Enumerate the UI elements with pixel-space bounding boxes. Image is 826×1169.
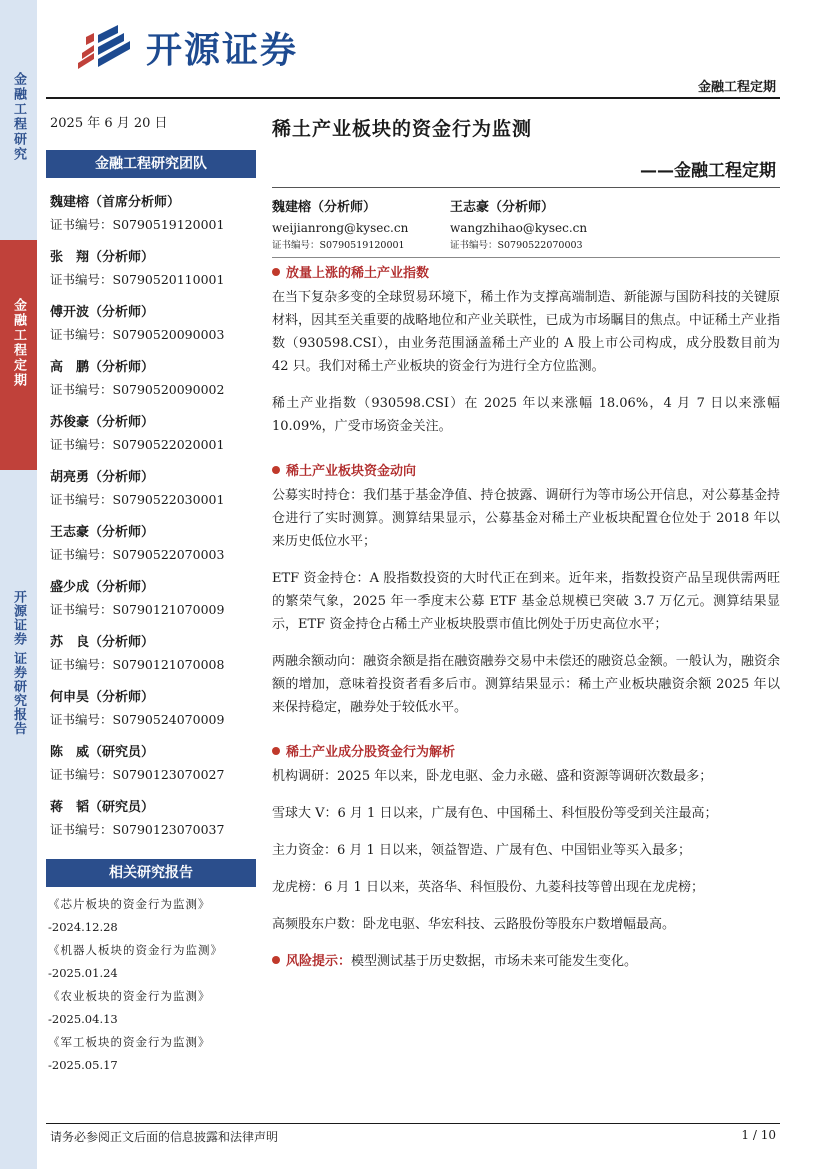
- header-divider: [46, 97, 780, 99]
- analyst-item: [50, 632, 260, 687]
- section-heading: [272, 741, 780, 765]
- analyst-cert: 证书编号：S0790520090003: [50, 327, 225, 342]
- paragraph: 龙虎榜：6 月 1 日以来，英洛华、科恒股份、九菱科技等曾出现在龙虎榜；: [272, 880, 704, 895]
- related-report-item[interactable]: [48, 1031, 263, 1077]
- section-heading-text: 稀土产业成分股资金行为解析: [286, 745, 456, 760]
- analyst-cert: 证书编号：S0790520110001: [50, 272, 225, 287]
- side-strip-top: [0, 0, 37, 240]
- section-heading-text: 放量上涨的稀土产业指数: [286, 266, 430, 281]
- risk-notice: [272, 950, 780, 973]
- paragraph: 机构调研：2025 年以来，卧龙电驱、金力永磁、盛和资源等调研次数最多；: [272, 769, 713, 784]
- related-report-date: -2025.05.17: [48, 1058, 118, 1072]
- bullet-icon: [272, 466, 280, 474]
- paragraph: 主力资金：6 月 1 日以来，领益智造、广晟有色、中国铝业等买入最多；: [272, 843, 691, 858]
- analyst-name: 苏 良（分析师）: [50, 635, 155, 650]
- analyst-item: [50, 357, 260, 412]
- analyst-cert: 证书编号：S0790522030001: [50, 492, 225, 507]
- side-strip-bottom: [0, 470, 37, 1169]
- report-date: 2025 年 6 月 20 日: [50, 116, 168, 131]
- analyst-cert: 证书编号：S0790522020001: [50, 437, 225, 452]
- section-heading: [272, 262, 780, 286]
- risk-text: 模型测试基于历史数据，市场未来可能发生变化。: [351, 954, 638, 969]
- related-report-list: [48, 893, 263, 1077]
- related-report-title[interactable]: 《军工板块的资金行为监测》: [48, 1035, 211, 1049]
- author-name: 魏建榕（分析师）: [272, 200, 377, 215]
- author-cert: 证书编号：S0790522070003: [450, 240, 583, 251]
- analyst-name: 傅开波（分析师）: [50, 305, 155, 320]
- analyst-cert: 证书编号：S0790121070008: [50, 657, 225, 672]
- company-logo: [74, 22, 298, 72]
- analyst-name: 张 翔（分析师）: [50, 250, 155, 265]
- analyst-cert: 证书编号：S0790123070037: [50, 822, 225, 837]
- title-divider: [272, 187, 780, 188]
- analyst-item: [50, 247, 260, 302]
- analyst-cert: 证书编号：S0790519120001: [50, 217, 225, 232]
- analyst-item: [50, 467, 260, 522]
- bullet-icon: [272, 747, 280, 755]
- analyst-name: 苏俊豪（分析师）: [50, 415, 155, 430]
- footer-disclaimer: 请务必参阅正文后面的信息披露和法律声明: [50, 1130, 279, 1144]
- author-item: [450, 198, 587, 254]
- report-subtitle: ——金融工程定期: [640, 161, 776, 181]
- paragraph: 公募实时持仓：我们基于基金净值、持仓披露、调研行为等市场公开信息，对公募基金持仓进行了实时测算。测算结果显示，公募基金对稀土产业板块配置仓位处于 2018 年以来历史低位水平；: [272, 488, 780, 549]
- analyst-item: [50, 577, 260, 632]
- paragraph: 稀土产业指数（930598.CSI）在 2025 年以来涨幅 18.06%，4 月 7 日以来涨幅 10.09%，广受市场资金关注。: [272, 396, 780, 434]
- side-label-series: 金融工程定期: [11, 298, 26, 388]
- analyst-cert: 证书编号：S0790524070009: [50, 712, 225, 727]
- analyst-list: [50, 192, 260, 852]
- logo-mark-icon: [74, 23, 136, 71]
- author-cert: 证书编号：S0790519120001: [272, 240, 405, 251]
- related-report-date: -2025.04.13: [48, 1012, 118, 1026]
- analyst-item: [50, 522, 260, 577]
- author-email[interactable]: weijianrong@kysec.cn: [272, 221, 409, 235]
- related-report-title[interactable]: 《芯片板块的资金行为监测》: [48, 897, 211, 911]
- analyst-name: 高 鹏（分析师）: [50, 360, 155, 375]
- page-number: 1 / 10: [741, 1128, 776, 1142]
- author-email[interactable]: wangzhihao@kysec.cn: [450, 221, 588, 235]
- related-report-title[interactable]: 《农业板块的资金行为监测》: [48, 989, 211, 1003]
- analyst-item: [50, 797, 260, 852]
- analyst-name: 胡亮勇（分析师）: [50, 470, 155, 485]
- analyst-cert: 证书编号：S0790522070003: [50, 547, 225, 562]
- related-reports-title: 相关研究报告: [46, 859, 256, 887]
- team-title: 金融工程研究团队: [46, 150, 256, 178]
- logo-text: 开源证券: [146, 29, 299, 71]
- author-item: [272, 198, 408, 254]
- related-report-date: -2024.12.28: [48, 920, 118, 934]
- related-report-item[interactable]: [48, 939, 263, 985]
- report-title: 稀土产业板块的资金行为监测: [272, 118, 533, 140]
- report-body: [272, 262, 780, 987]
- related-report-date: -2025.01.24: [48, 966, 118, 980]
- analyst-cert: 证书编号：S0790520090002: [50, 382, 225, 397]
- side-strip: [0, 0, 37, 1169]
- analyst-name: 何申昊（分析师）: [50, 690, 155, 705]
- paragraph: 在当下复杂多变的全球贸易环境下，稀土作为支撑高端制造、新能源与国防科技的关键原材料，因其至关重要的战略地位和产业关联性，已成为市场瞩目的焦点。中证稀土产业指数（930598.CSI），由业务范围涵盖稀土产业的 A 股上市公司构成，成分股数目前为 42 只。我们对稀土产业板块的资金行为进行全方位监测。: [272, 290, 780, 374]
- bullet-icon: [272, 268, 280, 276]
- header-series: 金融工程定期: [697, 80, 776, 95]
- section-heading-text: 稀土产业板块资金动向: [286, 464, 417, 479]
- analyst-item: [50, 192, 260, 247]
- analyst-name: 魏建榕（首席分析师）: [50, 195, 181, 210]
- analyst-name: 王志豪（分析师）: [50, 525, 155, 540]
- analyst-item: [50, 687, 260, 742]
- side-label-research: 金融工程研究: [11, 72, 26, 162]
- related-report-item[interactable]: [48, 893, 263, 939]
- analyst-name: 陈 威（研究员）: [50, 745, 155, 760]
- paragraph: 高频股东户数：卧龙电驱、华宏科技、云路股份等股东户数增幅最高。: [272, 917, 676, 932]
- analyst-item: [50, 742, 260, 797]
- author-divider: [272, 257, 780, 258]
- risk-label: 风险提示：: [286, 954, 352, 969]
- analyst-cert: 证书编号：S0790123070027: [50, 767, 225, 782]
- related-report-title[interactable]: 《机器人板块的资金行为监测》: [48, 943, 223, 957]
- paragraph: 两融余额动向：融资余额是指在融资融券交易中未偿还的融资总金额。一般认为，融资余额的增加，意味着投资者看多后市。测算结果显示：稀土产业板块融资余额 2025 年以来保持稳定，融券处于较低水平。: [272, 654, 780, 715]
- analyst-name: 蒋 韬（研究员）: [50, 800, 155, 815]
- side-strip-mid: [0, 240, 37, 470]
- bullet-icon: [272, 956, 280, 964]
- analyst-cert: 证书编号：S0790121070009: [50, 602, 225, 617]
- paragraph: ETF 资金持仓：A 股指数投资的大时代正在到来。近年来，指数投资产品呈现供需两旺的繁荣气象，2025 年一季度末公募 ETF 基金总规模已突破 3.7 万亿元。测算结果显示，ETF 资金持仓占稀土产业板块股票市值比例处于历史高位水平；: [272, 571, 780, 632]
- analyst-item: [50, 412, 260, 467]
- side-label-brand: 开源证券 证券研究报告: [11, 590, 26, 736]
- author-name: 王志豪（分析师）: [450, 200, 555, 215]
- section-heading: [272, 460, 780, 484]
- analyst-item: [50, 302, 260, 357]
- related-report-item[interactable]: [48, 985, 263, 1031]
- analyst-name: 盛少成（分析师）: [50, 580, 155, 595]
- paragraph: 雪球大 V：6 月 1 日以来，广晟有色、中国稀土、科恒股份等受到关注最高；: [272, 806, 718, 821]
- footer-divider: [46, 1123, 780, 1124]
